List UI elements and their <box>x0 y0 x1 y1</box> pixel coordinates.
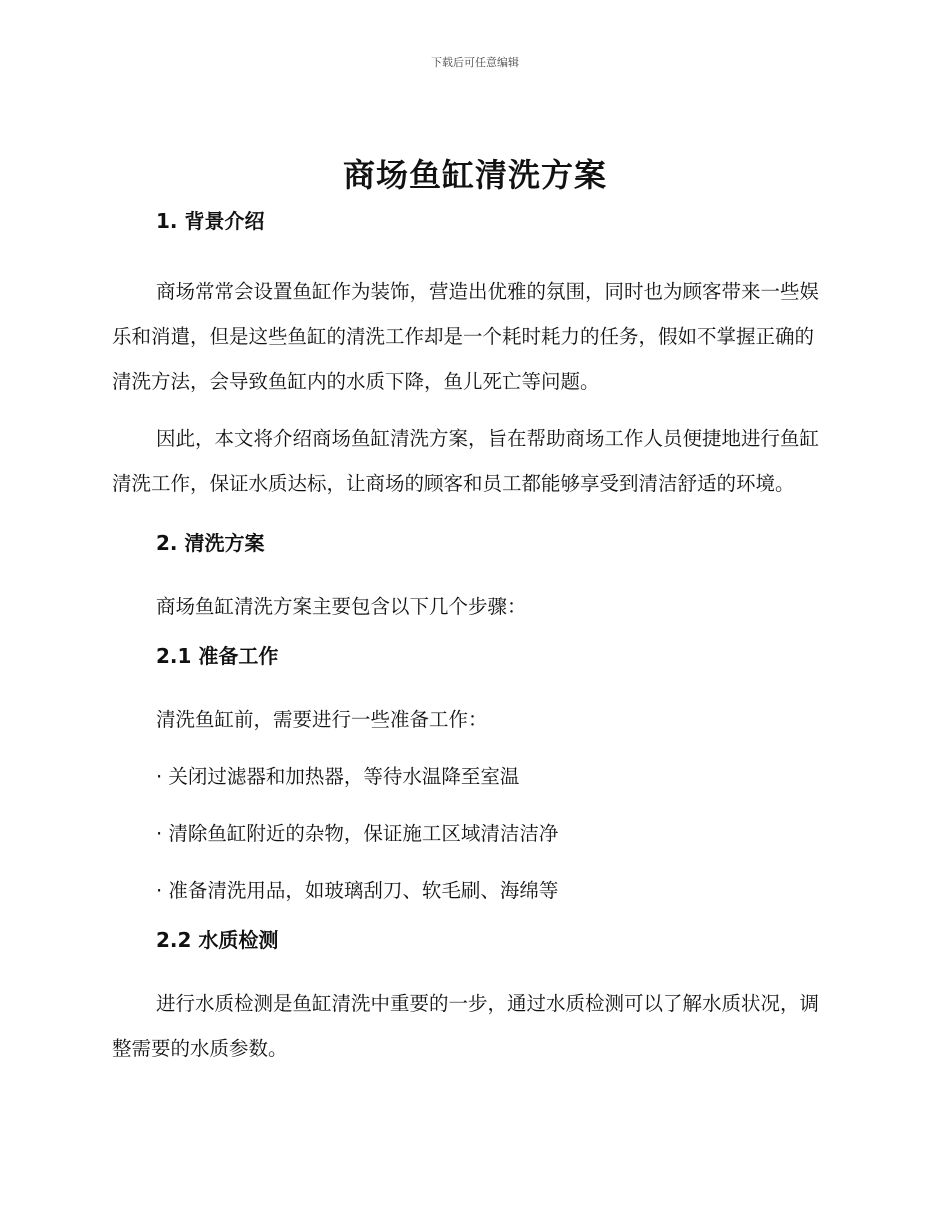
subsection-heading-preparation: 2.1 准备工作 <box>156 644 279 668</box>
subsection-heading-water-test: 2.2 水质检测 <box>156 928 279 952</box>
paragraph-preparation-intro: 清洗鱼缸前，需要进行一些准备工作： <box>156 708 488 731</box>
paragraph-background-1: 商场常常会设置鱼缸作为装饰，营造出优雅的氛围，同时也为顾客带来一些娱乐和消遣，但是这些鱼缸的清洗工作却是一个耗时耗力的任务，假如不掌握正确的清洗方法，会导致鱼缸内的水质下降，鱼儿死亡等问题。 <box>112 280 820 393</box>
paragraph-plan-intro: 商场鱼缸清洗方案主要包含以下几个步骤： <box>156 595 527 618</box>
list-item: · 关闭过滤器和加热器，等待水温降至室温 <box>156 765 520 788</box>
document-body <box>112 206 832 1071</box>
list-item: · 准备清洗用品，如玻璃刮刀、软毛刷、海绵等 <box>156 879 559 902</box>
list-item: · 清除鱼缸附近的杂物，保证施工区域清洁洁净 <box>156 822 559 845</box>
paragraph-water-test: 进行水质检测是鱼缸清洗中重要的一步，通过水质检测可以了解水质状况，调整需要的水质参数。 <box>112 992 820 1060</box>
document-title: 商场鱼缸清洗方案 <box>342 156 607 194</box>
header-note: 下载后可任意编辑 <box>431 56 519 69</box>
section-heading-background: 1. 背景介绍 <box>156 209 265 233</box>
paragraph-background-2: 因此，本文将介绍商场鱼缸清洗方案，旨在帮助商场工作人员便捷地进行鱼缸清洗工作，保证水质达标，让商场的顾客和员工都能够享受到清洁舒适的环境。 <box>112 427 820 495</box>
section-heading-cleaning-plan: 2. 清洗方案 <box>156 531 265 555</box>
